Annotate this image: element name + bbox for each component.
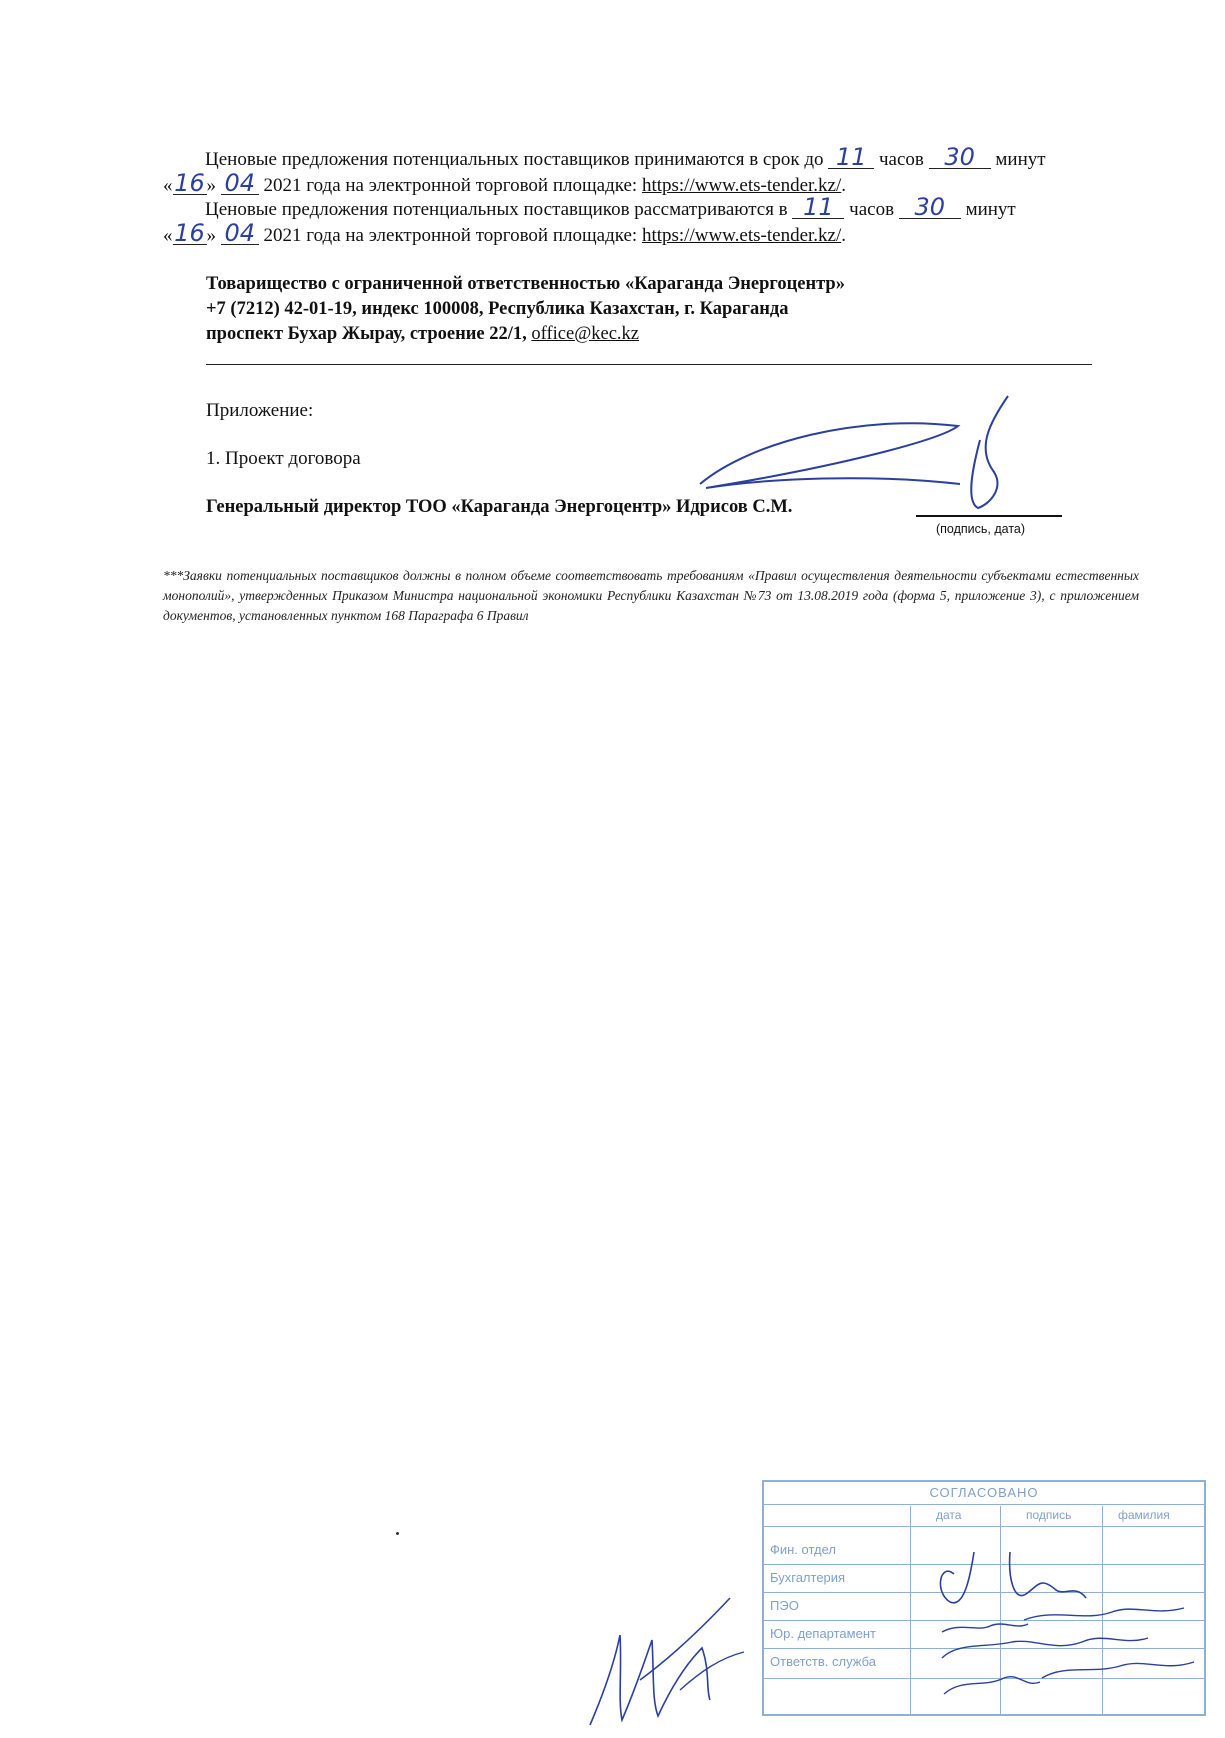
deadline-year-text: 2021 года на электронной торговой площадке: bbox=[263, 175, 638, 196]
stamp-row-accounting: Бухгалтерия bbox=[770, 1570, 846, 1585]
stamp-row-legal: Юр. департамент bbox=[770, 1626, 876, 1641]
review-minutes: 30 bbox=[899, 196, 961, 219]
review-minutes-word: минут bbox=[965, 199, 1016, 220]
deadline-minutes: 30 bbox=[929, 146, 991, 169]
attachments-title: Приложение: bbox=[206, 400, 314, 421]
deadline-paragraph bbox=[163, 143, 1137, 198]
review-line-2: «16» 04 2021 года на электронной торговой площадке: https://www.ets-tender.kz/. bbox=[163, 219, 846, 247]
deadline-minutes-word: минут bbox=[995, 149, 1046, 170]
director-line: Генеральный директор ТОО «Караганда Энергоцентр» Идрисов С.М. bbox=[206, 497, 793, 517]
signature-caption: (подпись, дата) bbox=[936, 522, 1026, 536]
review-line-1 bbox=[163, 193, 1137, 222]
company-address-line bbox=[206, 322, 845, 347]
deadline-hours-word: часов bbox=[879, 149, 924, 170]
company-block bbox=[206, 272, 845, 347]
attachment-item: 1. Проект договора bbox=[206, 448, 361, 469]
stray-dot bbox=[396, 1532, 399, 1535]
review-text: Ценовые предложения потенциальных поставщиков рассматриваются в bbox=[205, 199, 788, 220]
deadline-text: Ценовые предложения потенциальных поставщиков принимаются в срок до bbox=[205, 149, 824, 170]
stamp-row-responsible: Ответств. служба bbox=[770, 1654, 876, 1669]
review-day: 16 bbox=[174, 219, 205, 247]
approval-stamp bbox=[762, 1480, 1206, 1716]
requirements-footnote: ***Заявки потенциальных поставщиков должны в полном объеме соответствовать требованиям «Правил осуществления деятельности субъектами естественных монополий», утвержденных Приказом Министра национальной экономики Республики Казахстан №73 от 13.08.2019 года (форма 5, приложение 3), с приложением документов, установленных пунктом 168 Параграфа 6 Правил bbox=[163, 568, 1139, 623]
deadline-line-2: «16» 04 2021 года на электронной торговой площадке: https://www.ets-tender.kz/. bbox=[163, 169, 846, 197]
stamp-header-date: дата bbox=[936, 1508, 962, 1522]
deadline-url-link[interactable]: https://www.ets-tender.kz/ bbox=[641, 175, 842, 196]
company-address: проспект Бухар Жырау, строение 22/1, bbox=[206, 324, 527, 344]
review-year-text: 2021 года на электронной торговой площадке: bbox=[263, 225, 638, 246]
signature-underline bbox=[916, 515, 1062, 517]
review-month: 04 bbox=[221, 222, 259, 245]
stamp-handwriting-icon bbox=[764, 1482, 1204, 1714]
stamp-header-signature: подпись bbox=[1026, 1508, 1072, 1522]
deadline-day: 16 bbox=[174, 169, 205, 197]
company-name: Товарищество с ограниченной ответственностью «Караганда Энергоцентр» bbox=[206, 274, 845, 294]
review-hours: 11 bbox=[792, 196, 844, 219]
initials-signature-icon bbox=[560, 1540, 750, 1730]
stamp-header-surname: фамилия bbox=[1118, 1508, 1170, 1522]
deadline-hours: 11 bbox=[828, 146, 874, 169]
stamp-row-finance: Фин. отдел bbox=[770, 1542, 836, 1557]
director-signature-icon bbox=[690, 392, 1020, 512]
review-paragraph bbox=[163, 193, 1137, 248]
company-contacts: +7 (7212) 42-01-19, индекс 100008, Республика Казахстан, г. Караганда bbox=[206, 299, 789, 319]
review-url-link[interactable]: https://www.ets-tender.kz/ bbox=[641, 225, 842, 246]
deadline-line-1 bbox=[163, 143, 1137, 172]
divider-rule bbox=[206, 364, 1092, 365]
stamp-row-peo: ПЭО bbox=[770, 1598, 799, 1613]
stamp-title: СОГЛАСОВАНО bbox=[929, 1485, 1039, 1500]
company-email-link[interactable]: office@kec.kz bbox=[531, 324, 640, 344]
deadline-month: 04 bbox=[221, 172, 259, 195]
review-hours-word: часов bbox=[849, 199, 895, 220]
